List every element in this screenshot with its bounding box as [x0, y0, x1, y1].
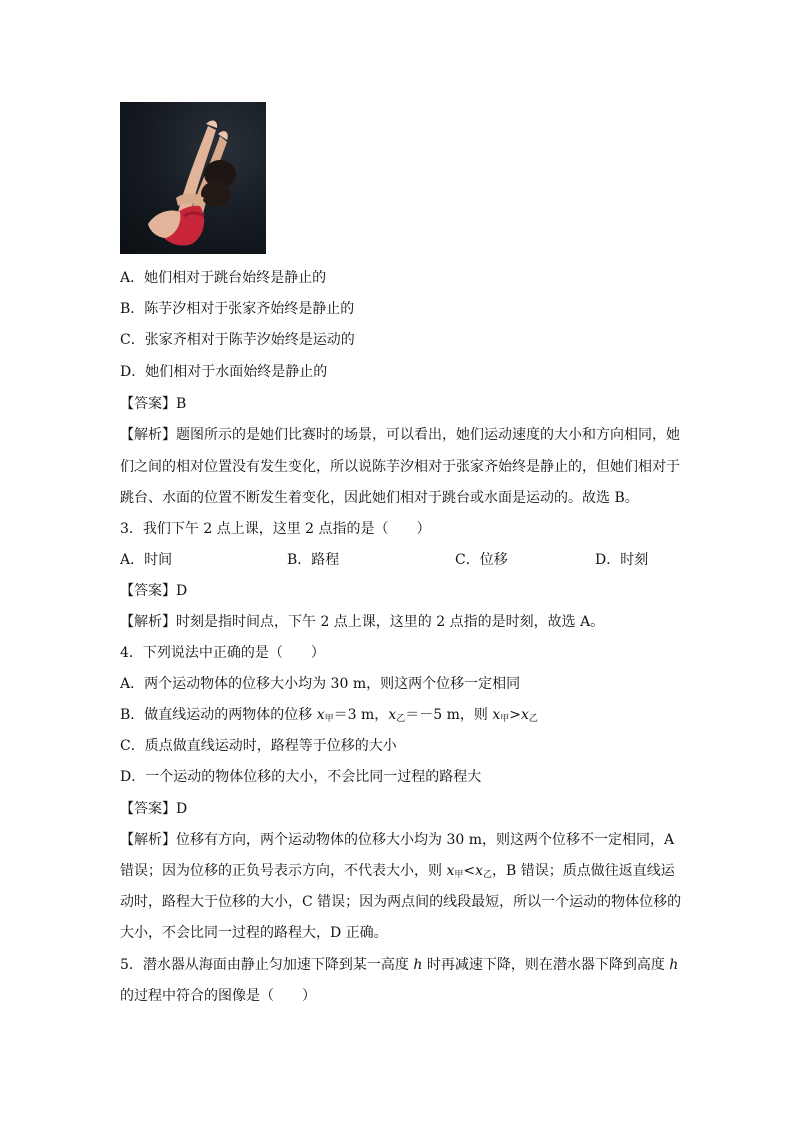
- q2-analysis-line-3: 跳台、水面的位置不断发生着变化，因此她们相对于跳台或水面是运动的。故选 B。: [120, 490, 639, 506]
- q4-option-c: C．质点做直线运动时，路程等于位移的大小: [120, 738, 397, 754]
- q2-option-c: C．张家齐相对于陈芋汐始终是运动的: [120, 332, 355, 348]
- q2-option-d: D．她们相对于水面始终是静止的: [120, 364, 328, 380]
- q4-analysis-line-4: 大小，不会比同一过程的路程大，D 正确。: [120, 925, 388, 941]
- q4-option-b: B．做直线运动的两物体的位移 $x_甲=3$ m，$x_乙=-5$ m，则 $x_甲>x_乙$: [120, 707, 538, 724]
- q4-option-d: D．一个运动的物体位移的大小，不会比同一过程的路程大: [120, 769, 482, 785]
- q5-stem-line-2: 的过程中符合的图像是（ ）: [120, 988, 316, 1004]
- q3-option-b: B．路程: [287, 552, 340, 568]
- divers-illustration: [120, 102, 266, 254]
- q2-analysis-line-1: 【解析】题图所示的是她们比赛时的场景，可以看出，她们运动速度的大小和方向相同，她: [120, 427, 680, 443]
- diving-photo: [120, 102, 266, 254]
- q2-analysis-line-2: 们之间的相对位置没有发生变化，所以说陈芋汐相对于张家齐始终是静止的，但她们相对于: [120, 459, 680, 475]
- q3-answer: 【答案】D: [120, 583, 188, 599]
- q3-option-d: D．时刻: [595, 552, 649, 568]
- q3-option-a: A．时间: [120, 552, 173, 568]
- q4-option-a: A．两个运动物体的位移大小均为 30 m，则这两个位移一定相同: [120, 676, 521, 692]
- q4-answer: 【答案】D: [120, 801, 188, 817]
- q4-stem: 4．下列说法中正确的是（ ）: [120, 645, 325, 661]
- q2-answer: 【答案】B: [120, 396, 187, 412]
- q2-option-b: B．陈芋汐相对于张家齐始终是静止的: [120, 301, 355, 317]
- q3-analysis: 【解析】时刻是指时间点，下午 2 点上课，这里的 2 点指的是时刻，故选 A。: [120, 614, 605, 630]
- q4-analysis-line-2: 错误；因为位移的正负号表示方向，不代表大小，则 $x_甲<x_乙$，B 错误；质点做往返直线运: [120, 863, 675, 880]
- q2-option-a: A．她们相对于跳台始终是静止的: [120, 270, 327, 286]
- q5-stem-line-1: 5．潜水器从海面由静止匀加速下降到某一高度 h 时再减速下降，则在潜水器下降到高度 h: [120, 957, 679, 973]
- q3-option-c: C．位移: [455, 552, 508, 568]
- q4-analysis-line-3: 动时，路程大于位移的大小，C 错误；因为两点间的线段最短，所以一个运动的物体位移的: [120, 894, 682, 910]
- q4-analysis-line-1: 【解析】位移有方向，两个运动物体的位移大小均为 30 m，则这两个位移不一定相同，A: [120, 832, 675, 848]
- q3-stem: 3．我们下午 2 点上课，这里 2 点指的是（ ）: [120, 521, 431, 537]
